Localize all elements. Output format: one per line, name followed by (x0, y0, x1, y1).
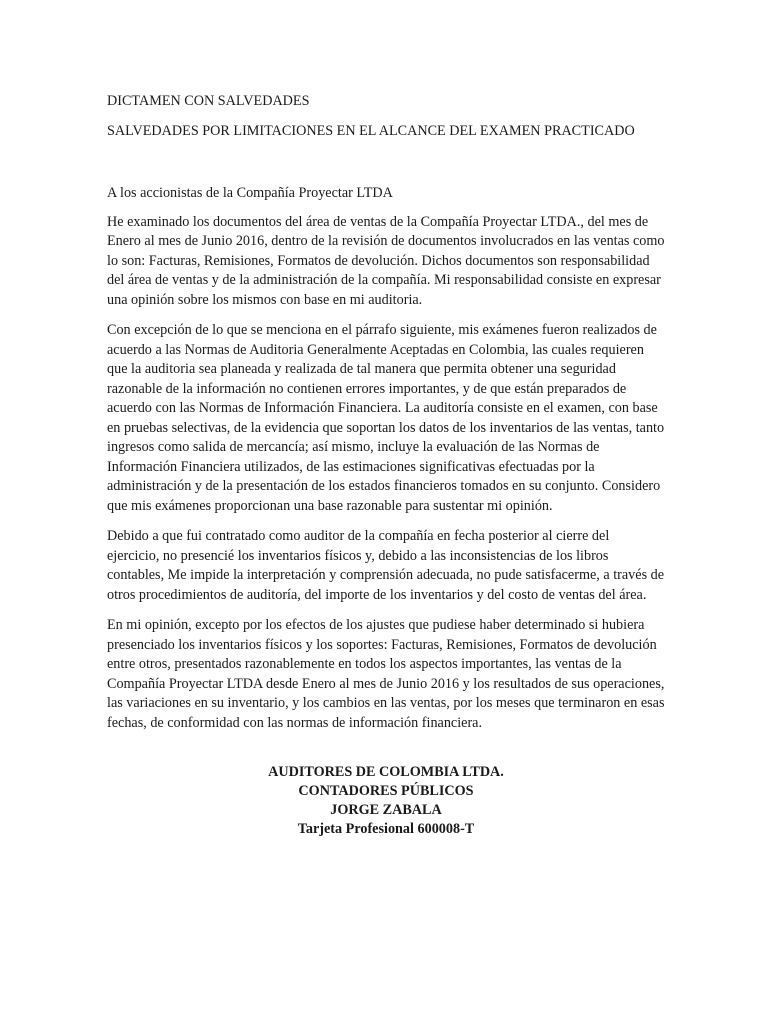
paragraph-standards: Con excepción de lo que se menciona en el párrafo siguiente, mis exámenes fueron realizados de acuerdo a las Normas de Auditoria Generalmente Aceptadas en Colombia, las cuales requieren que la auditoria sea planeada y realizada de tal manera que permita obtener una seguridad razonable de la información no contienen errores importantes, y de que están preparados de acuerdo con las Normas de Información Financiera. La auditoría consiste en el examen, con base en pruebas selectivas, de la evidencia que soportan los datos de los inventarios de las ventas, tanto ingresos como salida de mercancía; así mismo, incluye la evaluación de las Normas de Información Financiera utilizados, de las estimaciones significativas efectuadas por la administración y de la presentación de los estados financieros tomados en su conjunto. Considero que mis exámenes proporcionan una base razonable para sustentar mi opinión. (107, 322, 665, 514)
paragraph-limitation: Debido a que fui contratado como auditor de la compañía en fecha posterior al cierre del ejercicio, no presencié los inventarios físicos y, debido a las inconsistencias de los libros contables, Me impide la interpretación y comprensión adecuada, no pude satisfacerme, a través de otros procedimientos de auditoría, del importe de los inventarios y del costo de ventas del área. (107, 528, 665, 603)
signature-name: JORGE ZABALA (330, 802, 442, 818)
paragraph-opinion: En mi opinión, excepto por los efectos de los ajustes que pudiese haber determinado si hubiera presenciado los inventarios físicos y los soportes: Facturas, Remisiones, Formatos de devolución entre otros, presentados razonablemente en todos los aspectos importantes, las ventas de la Compañía Proyectar LTDA desde Enero al mes de Junio 2016 y los resultados de sus operaciones, las variaciones en su inventario, y los cambios en las ventas, por los meses que terminaron en esas fechas, de conformidad con las normas de información financiera. (107, 617, 665, 731)
signature-card: Tarjeta Profesional 600008-T (297, 821, 475, 837)
salutation: A los accionistas de la Compañía Proyectar LTDA (107, 185, 393, 201)
document-title: DICTAMEN CON SALVEDADES (107, 93, 310, 109)
document-subtitle: SALVEDADES POR LIMITACIONES EN EL ALCANCE DEL EXAMEN PRACTICADO (107, 122, 635, 139)
signature-block (107, 763, 665, 839)
signature-role: CONTADORES PÚBLICOS (298, 783, 474, 799)
paragraph-scope: He examinado los documentos del área de ventas de la Compañía Proyectar LTDA., del mes de Enero al mes de Junio 2016, dentro de la revisión de documentos involucrados en las ventas como lo son: Facturas, Remisiones, Formatos de devolución. Dichos documentos son responsabilidad del área de ventas y de la administración de la compañía. Mi responsabilidad consiste en expresar una opinión sobre los mismos con base en mi auditoria. (107, 213, 665, 308)
signature-firm: AUDITORES DE COLOMBIA LTDA. (268, 764, 504, 780)
